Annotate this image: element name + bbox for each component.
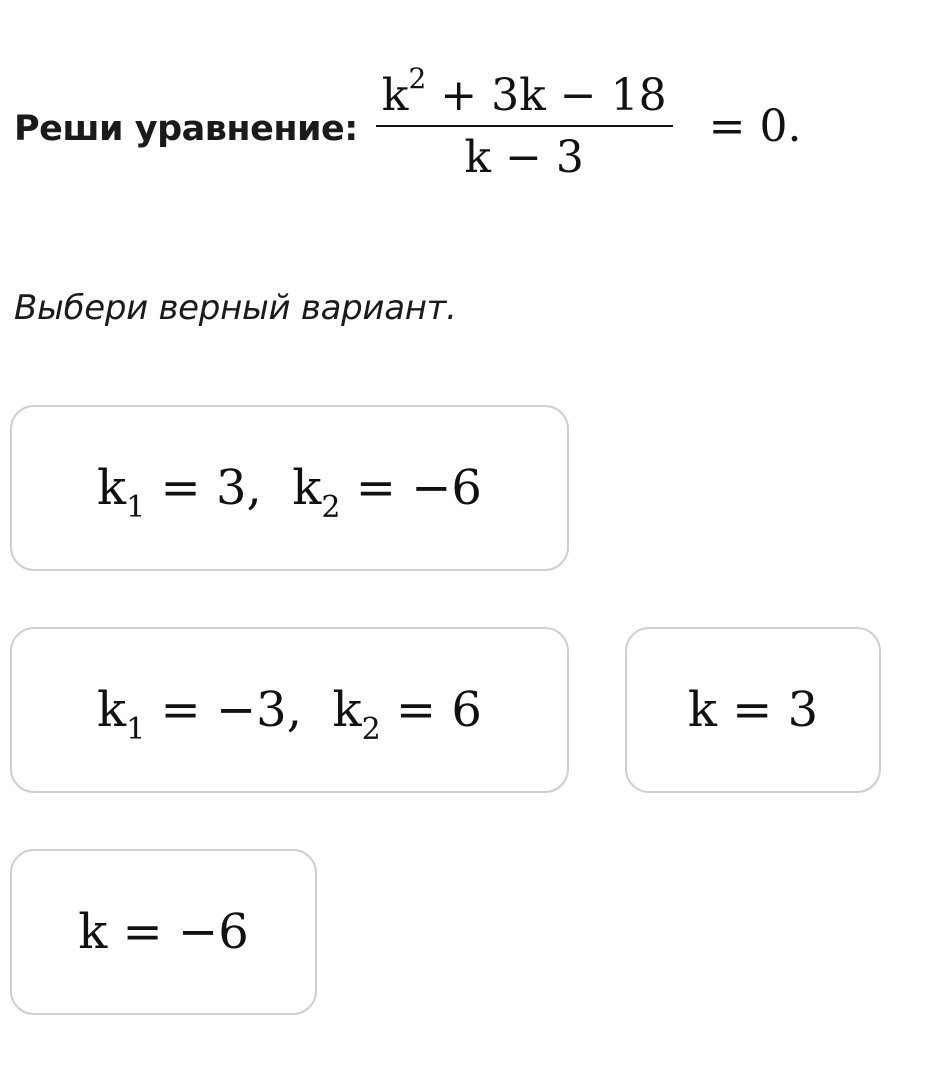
option-1-k1-symbol: k (97, 460, 127, 516)
answer-option-2-math (97, 682, 482, 747)
answer-option-2[interactable] (10, 627, 569, 793)
answer-option-1[interactable] (10, 405, 569, 571)
equation-rhs: = 0. (708, 100, 802, 152)
answer-option-3-text: k = 3 (687, 682, 819, 738)
numerator-rest: + 3k − 18 (426, 69, 667, 121)
instruction-text: Выбери верный вариант. (14, 288, 457, 328)
option-2-k2-subscript: 2 (361, 711, 381, 747)
fraction-numerator (376, 62, 673, 125)
answer-option-1-math (97, 460, 482, 525)
option-2-k1-symbol: k (97, 682, 127, 738)
question-label: Реши уравнение: (14, 109, 358, 149)
option-1-k1-subscript: 1 (126, 489, 146, 525)
question (14, 52, 801, 202)
option-1-k2-value: = −6 (340, 460, 482, 516)
option-2-k1-value: = −3, (145, 682, 333, 738)
equation (376, 62, 802, 183)
answer-option-4-text: k = −6 (78, 904, 249, 960)
equation-fraction (376, 62, 673, 183)
option-2-k1-subscript: 1 (126, 711, 146, 747)
numerator-variable: k (381, 69, 409, 121)
answer-option-4[interactable] (10, 849, 317, 1015)
fraction-denominator: k − 3 (464, 132, 584, 183)
option-2-k2-symbol: k (332, 682, 362, 738)
numerator-exponent: 2 (408, 62, 427, 96)
option-1-k1-value: = 3, (145, 460, 293, 516)
option-2-k2-value: = 6 (380, 682, 482, 738)
answer-option-3[interactable] (625, 627, 881, 793)
option-1-k2-subscript: 2 (321, 489, 341, 525)
option-1-k2-symbol: k (292, 460, 322, 516)
